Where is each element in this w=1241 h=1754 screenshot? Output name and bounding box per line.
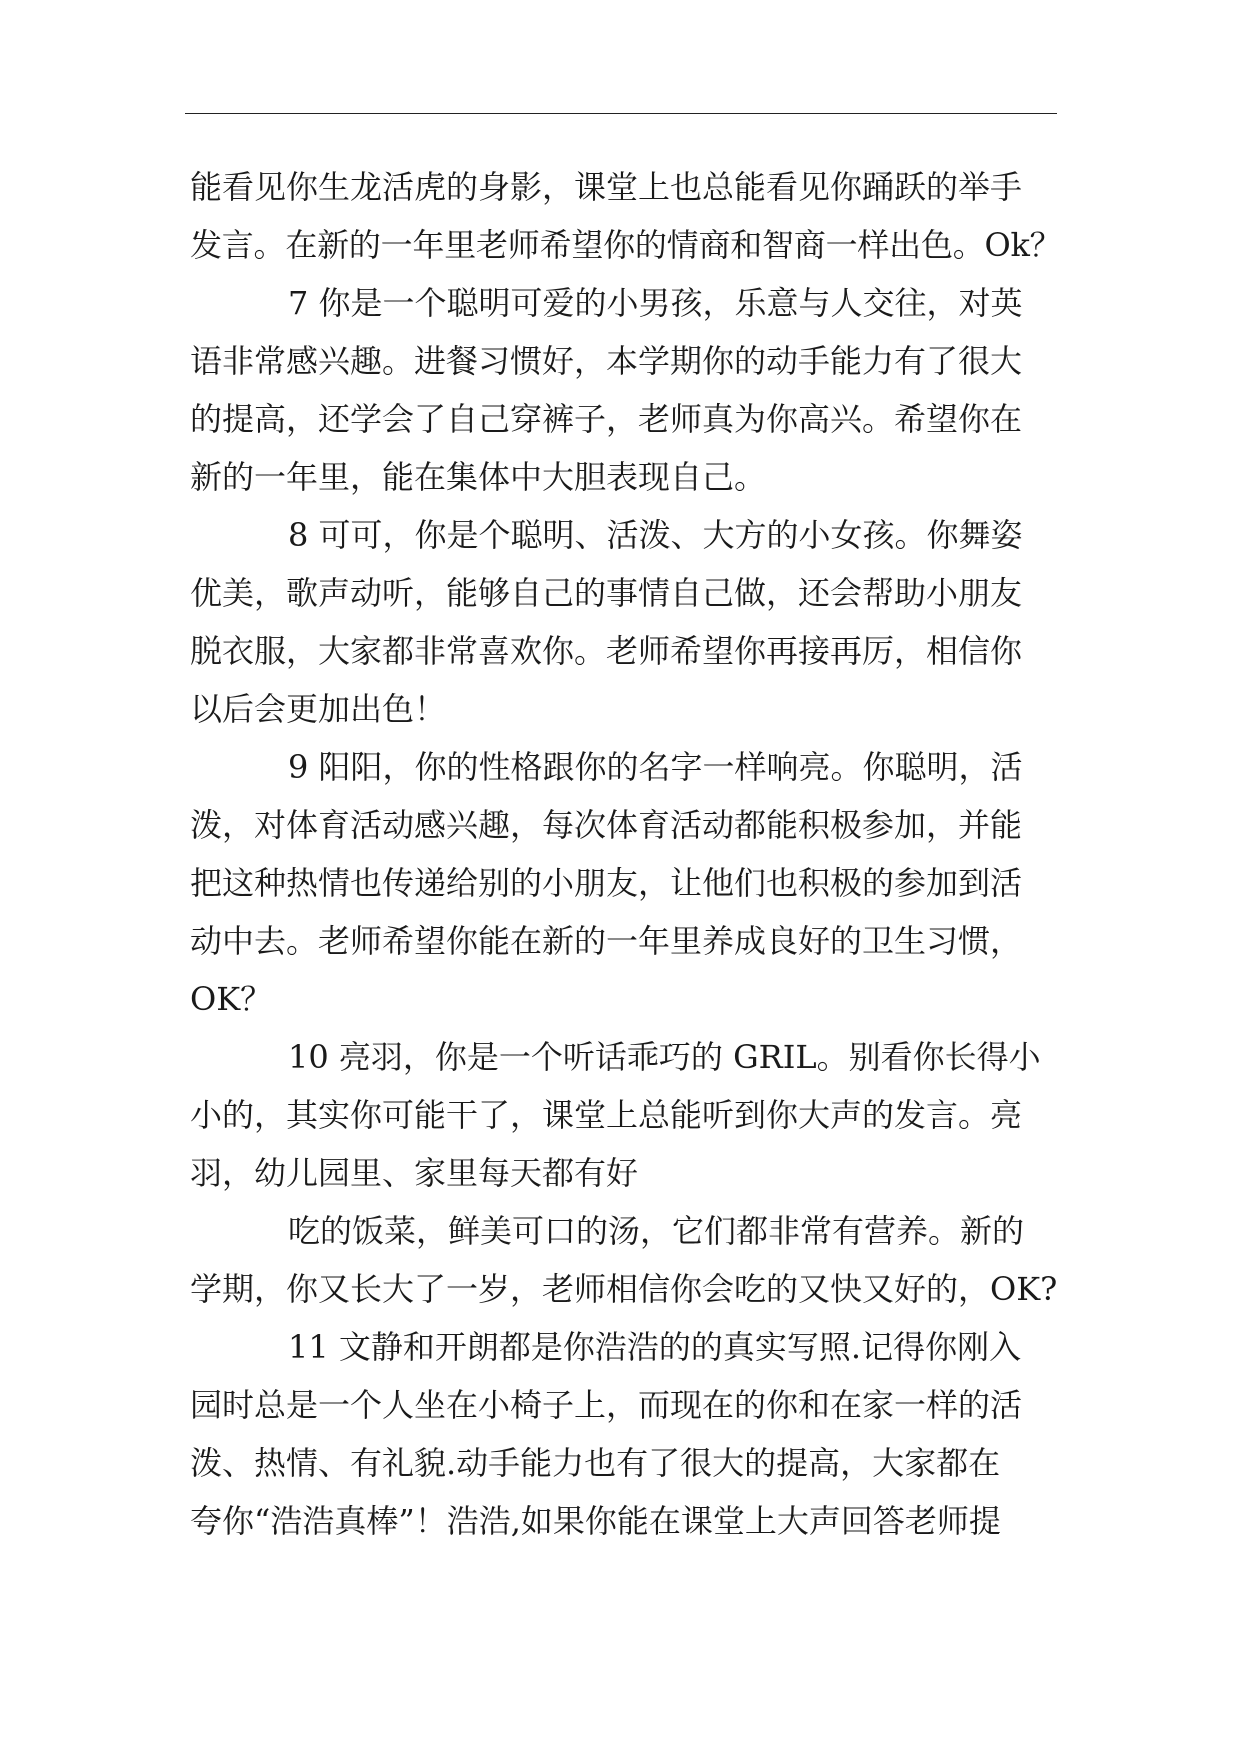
- text-line: 的提高，还学会了自己穿裤子，老师真为你高兴。希望你在: [190, 400, 1023, 438]
- text-line: 学期，你又长大了一岁，老师相信你会吃的又快又好的，OK?: [190, 1270, 1058, 1308]
- text-line: 夸你“浩浩真棒”！浩浩,如果你能在课堂上大声回答老师提: [190, 1502, 1001, 1540]
- document-body: [190, 158, 1062, 1550]
- text-line: 把这种热情也传递给别的小朋友，让他们也积极的参加到活: [190, 864, 1023, 902]
- text-line: 泼、热情、有礼貌.动手能力也有了很大的提高，大家都在: [190, 1444, 1001, 1482]
- text-line: 发言。在新的一年里老师希望你的情商和智商一样出色。Ok？: [190, 226, 1062, 264]
- text-line: 吃的饭菜，鲜美可口的汤，它们都非常有营养。新的: [288, 1212, 1025, 1250]
- text-line: 泼，对体育活动感兴趣，每次体育活动都能积极参加，并能: [190, 806, 1023, 844]
- text-line: 11 文静和开朗都是你浩浩的的真实写照.记得你刚入: [288, 1328, 1022, 1366]
- text-line: 9 阳阳，你的性格跟你的名字一样响亮。你聪明，活: [288, 748, 1023, 786]
- text-line: 8 可可，你是个聪明、活泼、大方的小女孩。你舞姿: [288, 516, 1023, 554]
- text-line: 脱衣服，大家都非常喜欢你。老师希望你再接再厉，相信你: [190, 632, 1023, 670]
- text-line: 7 你是一个聪明可爱的小男孩，乐意与人交往，对英: [288, 284, 1023, 322]
- text-line: 优美，歌声动听，能够自己的事情自己做，还会帮助小朋友: [190, 574, 1023, 612]
- text-line: 10 亮羽，你是一个听话乖巧的 GRIL。别看你长得小: [288, 1038, 1041, 1076]
- text-line: 羽，幼儿园里、家里每天都有好: [190, 1154, 639, 1192]
- text-line: 能看见你生龙活虎的身影，课堂上也总能看见你踊跃的举手: [190, 168, 1023, 206]
- text-line: 语非常感兴趣。进餐习惯好，本学期你的动手能力有了很大: [190, 342, 1023, 380]
- text-line: 小的，其实你可能干了，课堂上总能听到你大声的发言。亮: [190, 1096, 1023, 1134]
- text-line: OK？: [190, 980, 273, 1018]
- text-line: 新的一年里，能在集体中大胆表现自己。: [190, 458, 767, 496]
- text-line: 以后会更加出色！: [190, 690, 447, 728]
- text-line: 园时总是一个人坐在小椅子上，而现在的你和在家一样的活: [190, 1386, 1023, 1424]
- text-line: 动中去。老师希望你能在新的一年里养成良好的卫生习惯，: [190, 922, 1023, 960]
- header-rule: [185, 113, 1057, 114]
